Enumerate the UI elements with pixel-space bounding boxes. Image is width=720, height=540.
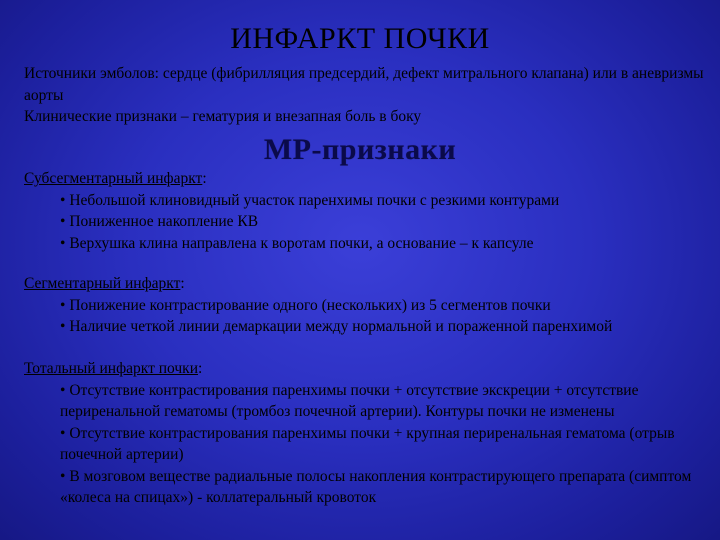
section-total	[24, 358, 714, 509]
intro-sources: Источники эмболов: сердце (фибрилляция предсердий, дефект митрального клапана) или в аневризмы аорты	[24, 65, 704, 104]
heading-colon: :	[198, 360, 203, 377]
bullet-list	[24, 190, 714, 255]
bullet-icon: •	[60, 234, 66, 252]
intro-block	[24, 63, 704, 128]
list-item: • Понижение контрастирование одного (нескольких) из 5 сегментов почки	[60, 296, 551, 314]
bullet-icon: •	[60, 424, 66, 442]
bullet-icon: •	[60, 213, 66, 230]
section-heading: Субсегментарный инфаркт	[24, 170, 203, 187]
list-item: • В мозговом веществе радиальные полосы накопления контрастирующего препарата (симптом «колеса на спицах») - коллатеральный кровоток	[60, 467, 692, 506]
slide-title: ИНФАРКТ ПОЧКИ	[230, 22, 490, 55]
bullet-list	[24, 380, 714, 509]
list-item: • Пониженное накопление КВ	[60, 213, 259, 230]
intro-clinical: Клинические признаки – гематурия и внезапная боль в боку	[24, 108, 422, 125]
bullet-icon: •	[60, 381, 66, 399]
bullet-icon: •	[60, 296, 66, 314]
heading-colon: :	[202, 170, 207, 187]
subtitle: МР-признаки	[263, 133, 457, 166]
section-heading: Сегментарный инфаркт	[24, 275, 181, 292]
bullet-list	[24, 295, 714, 338]
list-item: • Небольшой клиновидный участок паренхимы почки с резкими контурами	[60, 191, 560, 209]
bullet-icon: •	[60, 191, 66, 209]
bullet-icon: •	[60, 318, 66, 335]
list-item: • Верхушка клина направлена к воротам почки, а основание – к капсуле	[60, 234, 534, 252]
list-item: • Отсутствие контрастирования паренхимы почки + крупная периренальная гематома (отрыв почечной артерии)	[60, 424, 675, 463]
heading-colon: :	[180, 275, 185, 292]
bullet-icon: •	[60, 467, 66, 485]
section-heading: Тотальный инфаркт почки	[24, 360, 199, 377]
list-item: • Наличие четкой линии демаркации между нормальной и пораженной паренхимой	[60, 318, 613, 335]
list-item: • Отсутствие контрастирования паренхимы почки + отсутствие экскреции + отсутствие периренальной гематомы (тромбоз почечной артерии). Контуры почки не изменены	[60, 381, 639, 420]
section-segmental	[24, 273, 714, 338]
section-subsegmental	[24, 168, 714, 254]
